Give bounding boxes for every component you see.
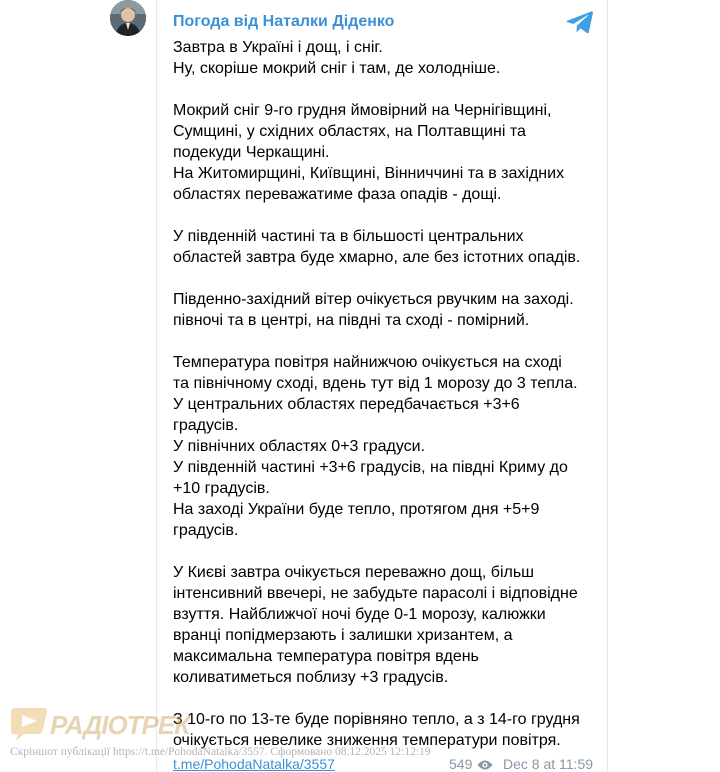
post-text-line: подекуди Черкащині. <box>173 144 330 161</box>
post-text-line: взуття. Найближчої ночі буде 0-1 морозу, калюжки <box>173 606 546 623</box>
post-text-line: +10 градусів. <box>173 480 270 497</box>
screenshot-caption: Скріншот публікації https://t.me/PohodaNatalka/3557. Сформовано 08.12.2025 12:12:19 <box>10 746 431 758</box>
post-text-line: максимальна температура повітря вдень <box>173 648 479 665</box>
eye-icon <box>477 758 493 770</box>
radiotrek-logo-icon <box>10 706 190 747</box>
avatar[interactable] <box>110 0 146 36</box>
post-text-line: градусів. <box>173 417 239 434</box>
post-paragraph <box>173 709 598 751</box>
post-date[interactable]: Dec 8 at 11:59 <box>503 756 594 772</box>
post-link[interactable]: t.me/PohodaNatalka/3557 <box>173 756 335 772</box>
post-text-line: півночі та в центрі, на півдні та сході - помірний. <box>173 312 530 329</box>
post-paragraph <box>173 289 598 331</box>
post-paragraph <box>173 562 598 688</box>
post-text-line: Сумщині, у східних областях, на Полтавщині та <box>173 123 526 140</box>
post-text-line: вранці попідмерзають і залишки хризантем, а <box>173 627 513 644</box>
post-text-line: У північних областях 0+3 градуси. <box>173 438 426 455</box>
post-text-line: З 10-го по 13-те буде порівняно тепло, а з 14-го грудня <box>173 711 580 728</box>
post-paragraph <box>173 100 598 205</box>
post-text-line: Температура повітря найнижчою очікується на сході <box>173 354 562 371</box>
post-text-line: У Києві завтра очікується переважно дощ, більш <box>173 564 535 581</box>
post-text-line: інтенсивний ввечері, не забудьте парасолі і відповідне <box>173 585 578 602</box>
post-text-line: У південній частині +3+6 градусів, на півдні Криму до <box>173 459 568 476</box>
post-text-line: коливатиметься поблизу +3 градусів. <box>173 669 449 686</box>
post-text-line: Південно-західний вітер очікується рвучким на заході. <box>173 291 574 308</box>
post-text-line: областей завтра буде хмарно, але без істотних опадів. <box>173 249 581 266</box>
post-text-line: та північному сході, вдень тут від 1 морозу до 3 тепла. <box>173 375 578 392</box>
post-text-line: областях переважатиме фаза опадів - дощі. <box>173 186 502 203</box>
post-text-line: Завтра в Україні і дощ, і сніг. <box>173 39 383 56</box>
post-paragraph <box>173 37 598 79</box>
telegram-icon[interactable] <box>566 10 594 34</box>
post-text-line: У південній частині та в більшості центральних <box>173 228 524 245</box>
post-text-line: очікується невелике зниження температури повітря. <box>173 732 561 749</box>
views-count: 549 <box>449 756 473 772</box>
channel-name[interactable]: Погода від Наталки Діденко <box>173 13 395 30</box>
post-text-line: На Житомирщині, Київщині, Вінниччині та в західних <box>173 165 565 182</box>
post-text-line: У центральних областях передбачається +3+6 <box>173 396 520 413</box>
post-text-line: На заході України буде тепло, протягом дня +5+9 <box>173 501 540 518</box>
post-paragraph <box>173 226 598 268</box>
post-text-line: Ну, скоріше мокрий сніг і там, де холодніше. <box>173 60 501 77</box>
post-text <box>173 37 598 772</box>
post-paragraph <box>173 352 598 541</box>
post-text-line: градусів. <box>173 522 239 539</box>
post-text-line: Мокрий сніг 9-го грудня ймовірний на Чернігівщині, <box>173 102 552 119</box>
watermark-logo-text: РАДІОТРЕК <box>50 710 190 740</box>
